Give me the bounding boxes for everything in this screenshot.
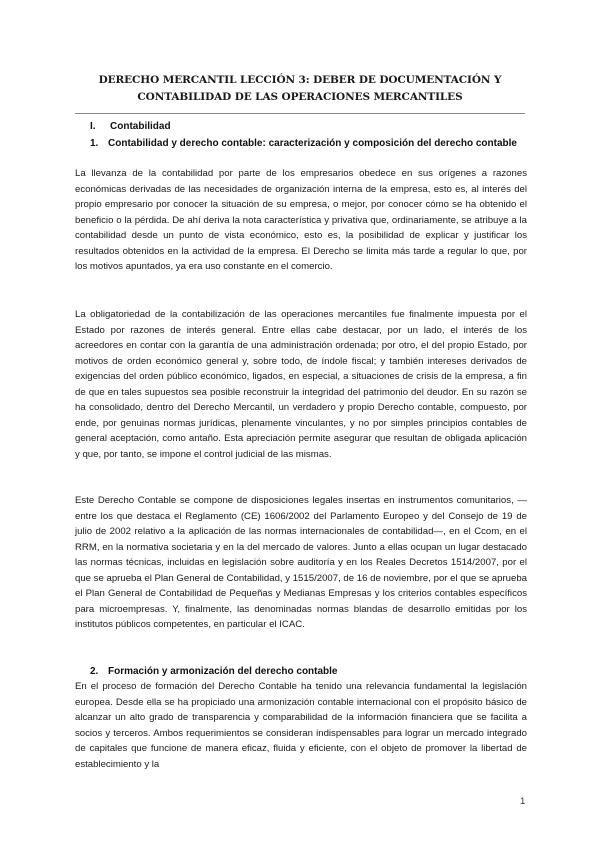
paragraph: Este Derecho Contable se compone de disposiciones legales insertas en instrumentos comunitarios, —entre los que destaca el Reglamento (CE) 1606/2002 del Parlamento Europeo y del Consejo de 19 de julio de 2002 relativo a la aplicación de las normas internacionales de contabilidad—, en el Ccom, en el RRM, en la normativa societaria y en la del mercado de valores. Junto a ellas ocupan un lugar destacado las normas técnicas, incluidas en legislación sobre auditoría y en los Reales Decretos 1514/2007, por el que se aprueba el Plan General de Contabilidad, y 1515/2007, de 16 de noviembre, por el que se aprueba el Plan General de Contabilidad de Pequeñas y Medianas Empresas y los criterios contables específicos para microempresas. Y, finalmente, las denominadas normas blandas de desarrollo emitidas por los institutos públicos competentes, en particular el ICAC. [75, 495, 527, 630]
subsection-heading-2 [90, 664, 527, 679]
subsection-title: Contabilidad y derecho contable: caracterización y composición del derecho contable [108, 138, 517, 149]
title-divider [75, 113, 525, 114]
subsection-title: Formación y armonización del derecho contable [108, 666, 338, 677]
paragraph: En el proceso de formación del Derecho Contable ha tenido una relevancia fundamental la legislación europea. Desde ella se ha propiciado una armonización contable internacional con el propósito básico de alcanzar un alto grado de transparencia y comparabilidad de la información financiera que se facilita a socios y terceros. Ambos requerimientos se consideran indispensables para lograr un mercado integrado de capitales que funcione de manera eficaz, fluida y eficiente, con el objeto de promover la libertad de establecimiento y la [75, 681, 527, 770]
page-number: 1 [520, 796, 526, 807]
paragraph: La obligatoriedad de la contabilización de las operaciones mercantiles fue finalmente impuesta por el Estado por razones de interés general. Entre ellas cabe destacar, por un lado, el interés de los acreedores en contar con la garantía de una administración ordenada; por otro, el del propio Estado, por motivos de orden económico general y, sobre todo, de índole fiscal; y también intereses derivados de exigencias del orden público económico, ligados, en especial, a situaciones de crisis de la empresa, a fin de que en tales supuestos sea posible reconstruir la integridad del patrimonio del deudor. En su razón se ha consolidado, dentro del Derecho Mercantil, un verdadero y propio Derecho contable, compuesto, por ende, por genuinas normas jurídicas, plenamente vinculantes, y no por simples principios contables de general aceptación, como antaño. Esta apreciación permite asegurar que resultan de obligada aplicación y que, por tanto, se impone el control judicial de las mismas. [75, 309, 527, 460]
section-heading [90, 121, 171, 132]
section-number: I. [90, 121, 96, 132]
document-title: DERECHO MERCANTIL LECCIÓN 3: DEBER DE DOCUMENTACIÓN Y CONTABILIDAD DE LAS OPERACIONES MERCANTILES [98, 74, 502, 103]
subsection-number: 2. [90, 666, 99, 677]
subsection-heading-1 [90, 136, 527, 151]
section-title: Contabilidad [110, 121, 171, 132]
subsection-number: 1. [90, 138, 99, 149]
paragraph: La llevanza de la contabilidad por parte de los empresarios obedece en sus orígenes a razones económicas derivadas de las necesidades de organización interna de la empresa, esto es, al interés del propio empresario por conocer la situación de su empresa, o mejor, por conocer cómo se ha obtenido el beneficio o la pérdida. De ahí deriva la nota característica y privativa que, ordinariamente, se atribuye a la contabilidad desde un punto de vista económico, esto es, la posibilidad de explicar y justificar los resultados obtenidos en la actividad de la empresa. El Derecho se limita más tarde a regular lo que, por los motivos apuntados, ya era uso constante en el comercio. [75, 168, 527, 272]
